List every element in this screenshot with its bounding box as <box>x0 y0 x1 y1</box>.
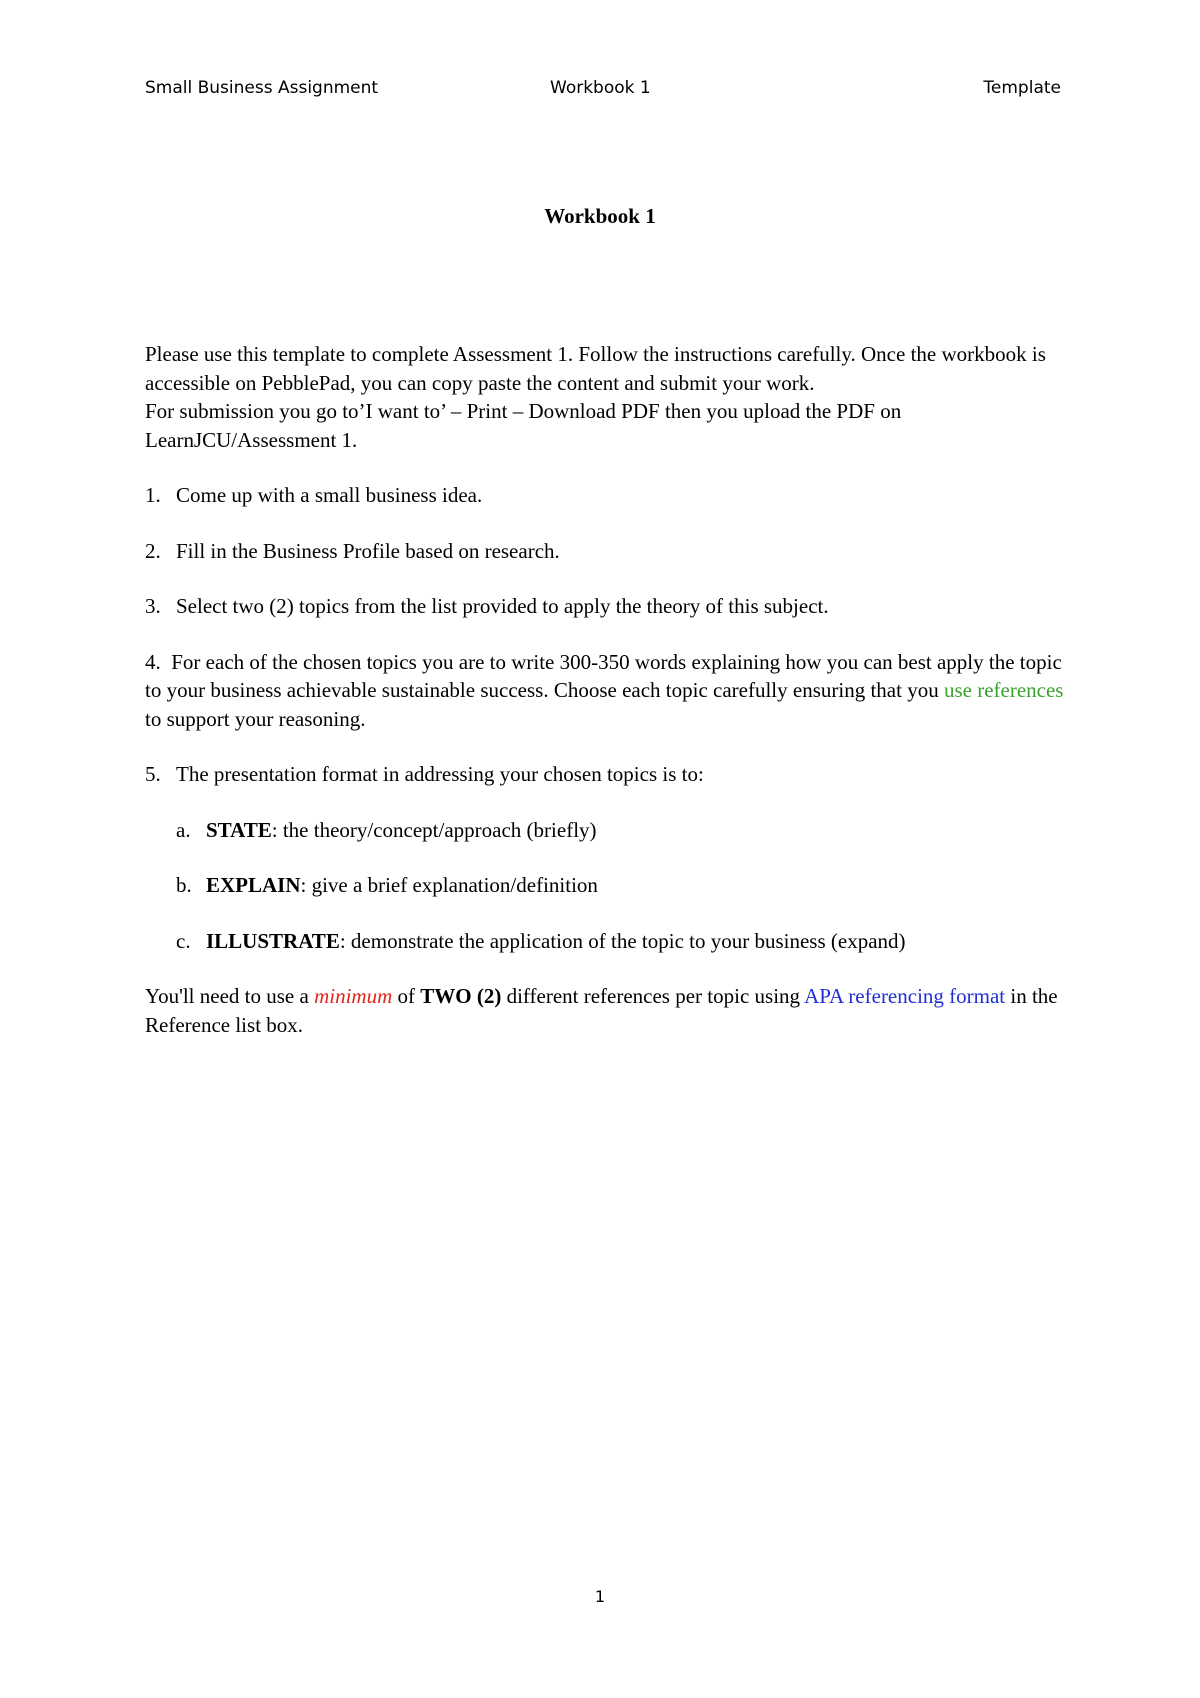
sub-item-letter: b. <box>176 873 192 897</box>
sub-item-letter: c. <box>176 928 191 953</box>
intro-line-2: For submission you go to’I want to’ – Print – Download PDF then you upload the PDF on LearnJCU/Assessment 1. <box>145 399 902 452</box>
closing-text-1: You'll need to use a <box>145 984 315 1008</box>
list-item-number: 3. <box>145 594 161 618</box>
closing-text-4: in the Reference list box. <box>145 984 1058 1037</box>
sub-item-letter: a. <box>176 817 191 842</box>
header-right: Template <box>983 78 1061 98</box>
page-header <box>145 73 1061 103</box>
sub-list-item <box>145 816 1070 845</box>
sub-item-term: ILLUSTRATE <box>206 928 340 953</box>
list-item <box>145 760 1070 789</box>
closing-text-2: of <box>392 984 421 1008</box>
sub-item-term: STATE <box>206 817 272 842</box>
two-count: TWO (2) <box>420 984 502 1008</box>
minimum-emphasis: minimum <box>314 984 393 1008</box>
list-item <box>145 648 1070 734</box>
sub-item-text: : the theory/concept/approach (briefly) <box>271 817 597 842</box>
header-left: Small Business Assignment <box>145 78 379 98</box>
header-center: Workbook 1 <box>550 78 651 98</box>
list-item-number: 1. <box>145 483 161 507</box>
list-item-text: Come up with a small business idea. <box>176 483 483 507</box>
list-item-number: 4. <box>145 649 161 674</box>
list-item <box>145 537 1070 566</box>
use-references-text: use references <box>943 678 1064 702</box>
list-item-number: 2. <box>145 538 161 563</box>
list-item-text: Fill in the Business Profile based on research. <box>176 538 560 563</box>
list-item-text: The presentation format in addressing your chosen topics is to: <box>176 762 704 786</box>
list-item <box>145 592 1070 621</box>
sub-item-text: : give a brief explanation/definition <box>300 873 598 897</box>
sub-list-item <box>145 927 1070 956</box>
closing-text-3: different references per topic using <box>501 984 805 1008</box>
sub-list-item <box>145 871 1070 900</box>
apa-format-text: APA referencing format <box>804 984 1006 1008</box>
sub-item-text: : demonstrate the application of the topic to your business (expand) <box>339 928 906 953</box>
list-item-number: 5. <box>145 762 161 786</box>
intro-line-1: Please use this template to complete Assessment 1. Follow the instructions carefully. Once the workbook is accessible on PebblePad, you can copy paste the content and submit your work. <box>145 342 1046 395</box>
intro-paragraph <box>145 340 1070 454</box>
document-title: Workbook 1 <box>544 204 656 228</box>
sub-item-term: EXPLAIN <box>206 873 301 897</box>
list-item-text: For each of the chosen topics you are to write 300-350 words explaining how you can best apply the topic to your business achievable sustainable success. Choose each topic carefully ensuring that you <box>145 649 1062 702</box>
list-item-text-after: to support your reasoning. <box>145 706 366 731</box>
list-item <box>145 481 1070 510</box>
closing-paragraph <box>145 982 1070 1039</box>
list-item-text: Select two (2) topics from the list provided to apply the theory of this subject. <box>176 594 829 618</box>
page-number: 1 <box>594 1587 606 1606</box>
document-body <box>145 340 1070 1039</box>
